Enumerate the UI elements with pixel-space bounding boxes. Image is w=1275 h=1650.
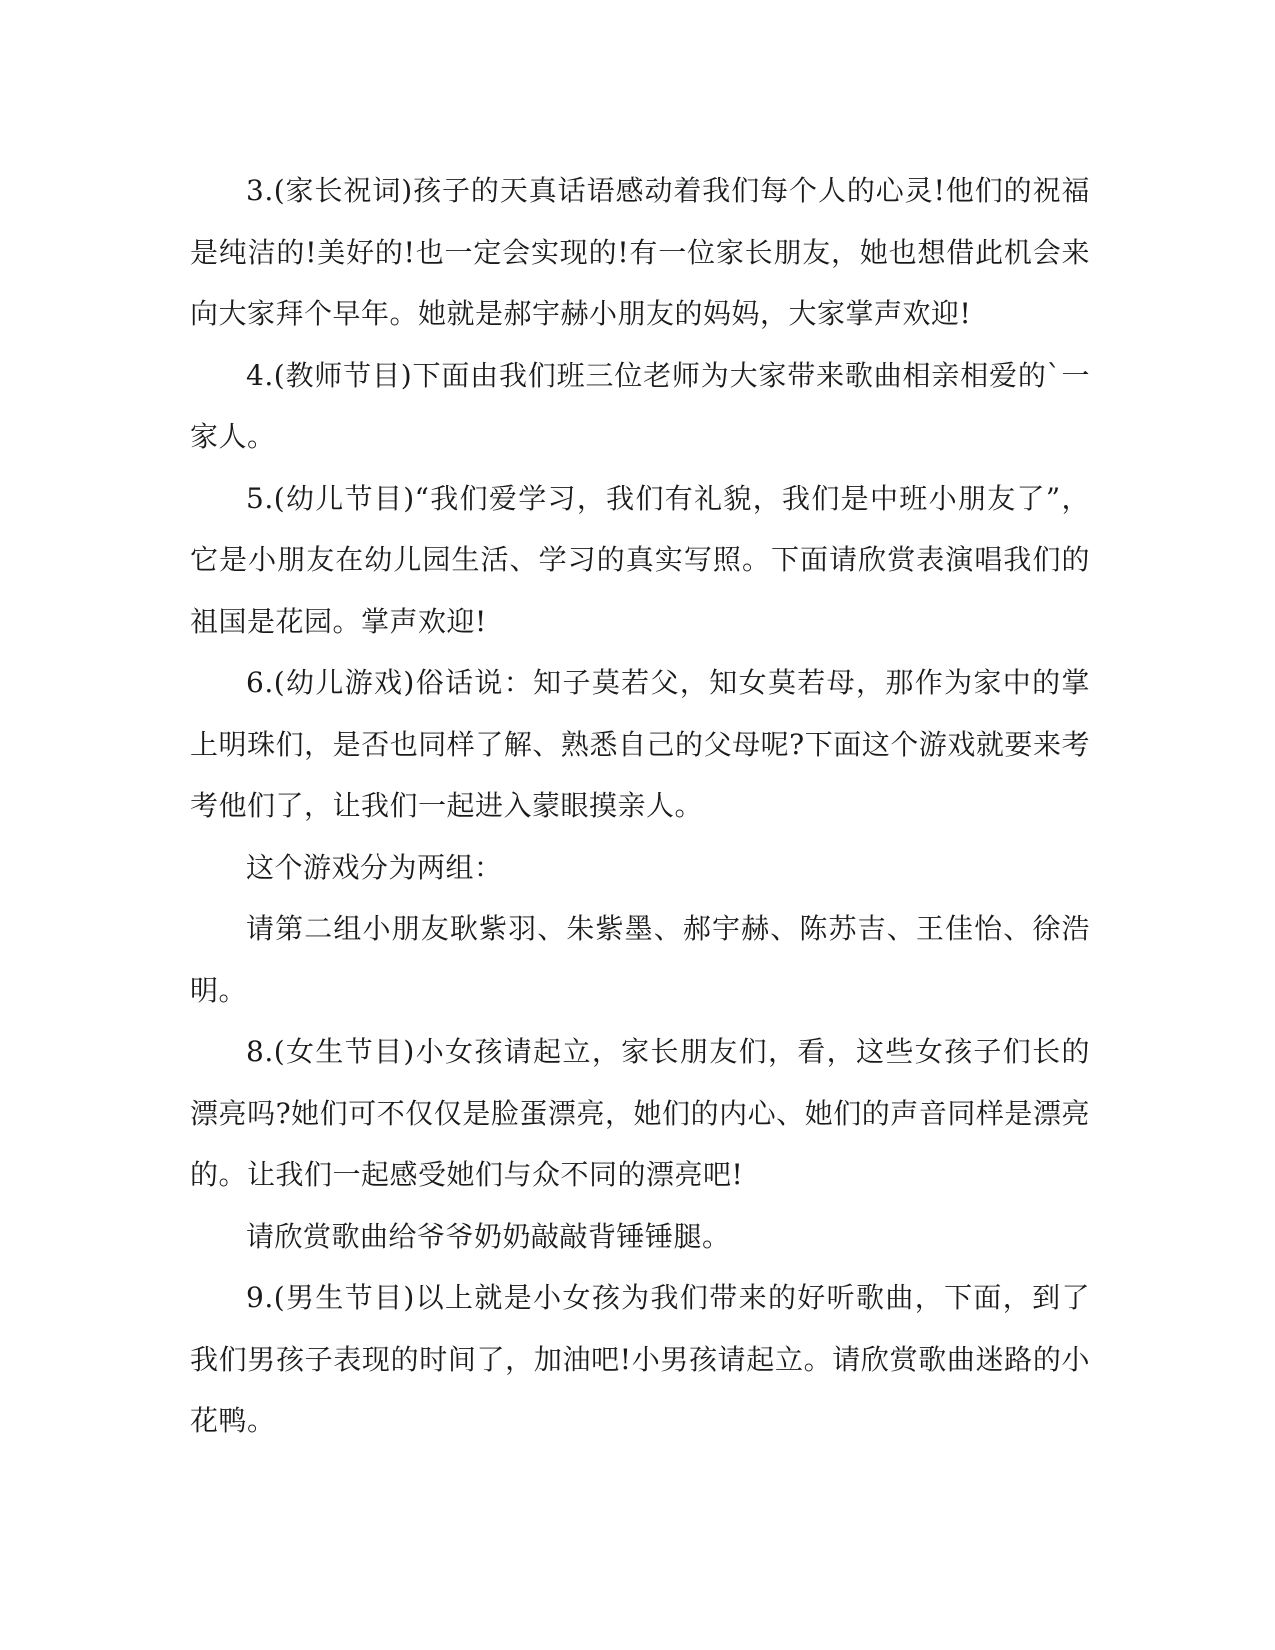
paragraph-boys-program: 9.(男生节目)以上就是小女孩为我们带来的好听歌曲，下面，到了我们男孩子表现的时间了，加油吧!小男孩请起立。请欣赏歌曲迷路的小花鸭。 [190, 1281, 1090, 1437]
paragraph-group-two-members: 请第二组小朋友耿紫羽、朱紫墨、郝宇赫、陈苏吉、王佳怡、徐浩明。 [190, 912, 1090, 1007]
paragraph-teacher-program: 4.(教师节目)下面由我们班三位老师为大家带来歌曲相亲相爱的`一家人。 [190, 358, 1090, 453]
paragraph-parent-greeting: 3.(家长祝词)孩子的天真话语感动着我们每个人的心灵!他们的祝福是纯洁的!美好的!也一定会实现的!有一位家长朋友，她也想借此机会来向大家拜个早年。她就是郝宇赫小朋友的妈妈，大家掌声欢迎! [190, 174, 1090, 330]
paragraph-child-game: 6.(幼儿游戏)俗话说：知子莫若父，知女莫若母，那作为家中的掌上明珠们，是否也同样了解、熟悉自己的父母呢?下面这个游戏就要来考考他们了，让我们一起进入蒙眼摸亲人。 [190, 666, 1090, 822]
paragraph-girls-program: 8.(女生节目)小女孩请起立，家长朋友们，看，这些女孩子们长的漂亮吗?她们可不仅仅是脸蛋漂亮，她们的内心、她们的声音同样是漂亮的。让我们一起感受她们与众不同的漂亮吧! [190, 1035, 1090, 1191]
paragraph-game-groups: 这个游戏分为两组： [246, 850, 503, 884]
paragraph-girls-song: 请欣赏歌曲给爷爷奶奶敲敲背锤锤腿。 [246, 1219, 731, 1253]
document-body [190, 160, 1090, 1452]
paragraph-child-program: 5.(幼儿节目)“我们爱学习，我们有礼貌，我们是中班小朋友了”，它是小朋友在幼儿园生活、学习的真实写照。下面请欣赏表演唱我们的祖国是花园。掌声欢迎! [190, 481, 1090, 638]
